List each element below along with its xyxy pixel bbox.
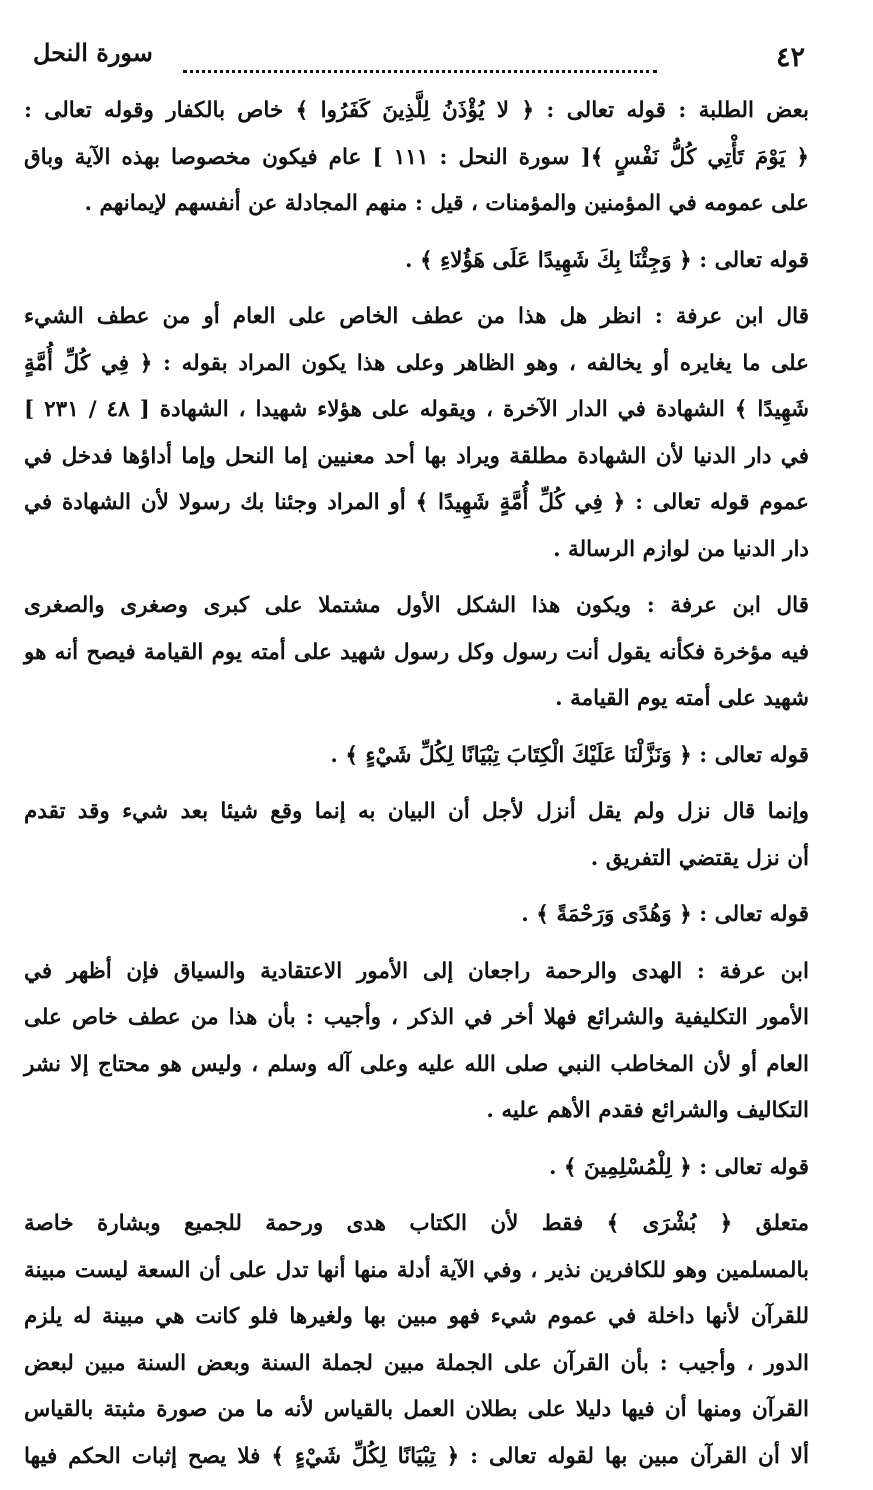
paragraph — [24, 1145, 809, 1192]
text-line: العام أو لأن المخاطب النبي صلى الله عليه وعلى آله وسلم ، وليس هو محتاج إلا نشر — [24, 1051, 809, 1077]
text-line: ابن عرفة : الهدى والرحمة راجعان إلى الأمور الاعتقادية والسياق فإن أظهر في — [24, 958, 809, 984]
text-line: قوله تعالى : ﴿ وَنَزَّلْنَا عَلَيْكَ الْكِتَابَ تِبْيَانًا لِكُلِّ شَيْءٍ ﴾ . — [330, 742, 809, 768]
text-line: دار الدنيا من لوازم الرسالة . — [553, 536, 809, 562]
text-line: متعلق ﴿ بُشْرَى ﴾ فقط لأن الكتاب هدى ورحمة للجميع وبشارة خاصة — [24, 1211, 809, 1236]
paragraph — [24, 238, 809, 285]
text-line: بعض الطلبة : قوله تعالى : ﴿ لا يُؤْذَنُ لِلَّذِينَ كَفَرُوا ﴾ خاص بالكفار وقوله تعالى : — [24, 98, 809, 123]
paragraph — [24, 88, 809, 228]
text-line: شهيد على أمته يوم القيامة . — [555, 686, 809, 711]
surah-title: سورة النحل — [33, 38, 153, 67]
text-line: ﴿ يَوْمَ تَأْتِي كُلُّ نَفْسٍ ﴾[ سورة النحل : ١١١ ] عام فيكون مخصوصا بهذه الآية وباق — [24, 144, 809, 170]
text-line: قوله تعالى : ﴿ وَجِئْنَا بِكَ شَهِيدًا عَلَى هَؤُلاءِ ﴾ . — [405, 247, 809, 273]
page-body — [24, 88, 809, 1490]
paragraph — [24, 733, 809, 780]
text-line: التكاليف والشرائع فقدم الأهم عليه . — [486, 1098, 809, 1123]
text-line: شَهِيدًا ﴾ الشهادة في الدار الآخرة ، ويقوله على هؤلاء شهيدا ، الشهادة [ ٤٨ / ٢٣١ ] — [24, 397, 809, 422]
paragraph — [24, 789, 809, 882]
text-line: قوله تعالى : ﴿ وَهُدًى وَرَحْمَةً ﴾ . — [521, 902, 809, 927]
text-line: الأمور التكليفية والشرائع فهلا أخر في الذكر ، وأجيب : بأن هذا من عطف خاص على — [24, 1005, 809, 1030]
text-line: في دار الدنيا لأن الشهادة مطلقة ويراد بها أحد معنيين إما النحل وإما أداؤها فدخل في — [24, 443, 809, 469]
text-line: بالمسلمين وهو للكافرين نذير ، وفي الآية أدلة منها أنها تدل على أن السعة ليست مبينة — [24, 1257, 809, 1283]
text-line: قوله تعالى : ﴿ لِلْمُسْلِمِينَ ﴾ . — [548, 1154, 809, 1180]
text-line: على ما يغايره أو يخالفه ، وهو الظاهر وعلى هذا يكون المراد بقوله : ﴿ فِي كُلِّ أُمَّةٍ — [24, 350, 809, 376]
text-line: عموم قوله تعالى : ﴿ فِي كُلِّ أُمَّةٍ شَهِيدًا ﴾ أو المراد وجئنا بك رسولا لأن الشهادة في — [24, 490, 809, 515]
paragraph — [24, 892, 809, 939]
paragraph — [24, 294, 809, 573]
text-line: أن نزل يقتضي التفريق . — [590, 845, 809, 871]
text-line: قال ابن عرفة : انظر هل هذا من عطف الخاص على العام أو من عطف الشيء — [24, 304, 809, 329]
text-line: قال ابن عرفة : ويكون هذا الشكل الأول مشتملا على كبرى وصغرى والصغرى — [24, 593, 809, 618]
paragraph — [24, 583, 809, 723]
running-header — [33, 28, 805, 73]
paragraph — [24, 949, 809, 1135]
paragraph — [24, 1201, 809, 1480]
header-dotted-rule — [183, 70, 657, 73]
text-line: ألا أن القرآن مبين بها لقوله تعالى : ﴿ تِبْيَانًا لِكُلِّ شَيْءٍ ﴾ فلا يصح إثبات الحكم فيها — [24, 1443, 809, 1469]
text-line: الدور ، وأجيب : بأن القرآن على الجملة مبين لجملة السنة وبعض السنة مبين لبعض — [24, 1350, 809, 1376]
text-line: للقرآن لأنها داخلة في عموم شيء فهو مبين بها ولغيرها فلو كانت هي مبينة له يلزم — [24, 1304, 809, 1329]
text-line: فيه مؤخرة فكأنه يقول أنت رسول وكل رسول شهيد على أمته يوم القيامة فيصح أنه هو — [24, 639, 809, 665]
text-line: وإنما قال نزل ولم يقل أنزل لأجل أن البيان به إنما وقع شيئا بعد شيء وقد تقدم — [24, 799, 809, 824]
page-number: ٤٢ — [775, 42, 805, 73]
text-line: على عمومه في المؤمنين والمؤمنات ، قيل : منهم المجادلة عن أنفسهم لإيمانهم . — [84, 191, 809, 216]
text-line: القرآن ومنها أن فيها دليلا على بطلان العمل بالقياس لأنه ما من صورة مثبتة بالقياس — [24, 1397, 809, 1422]
